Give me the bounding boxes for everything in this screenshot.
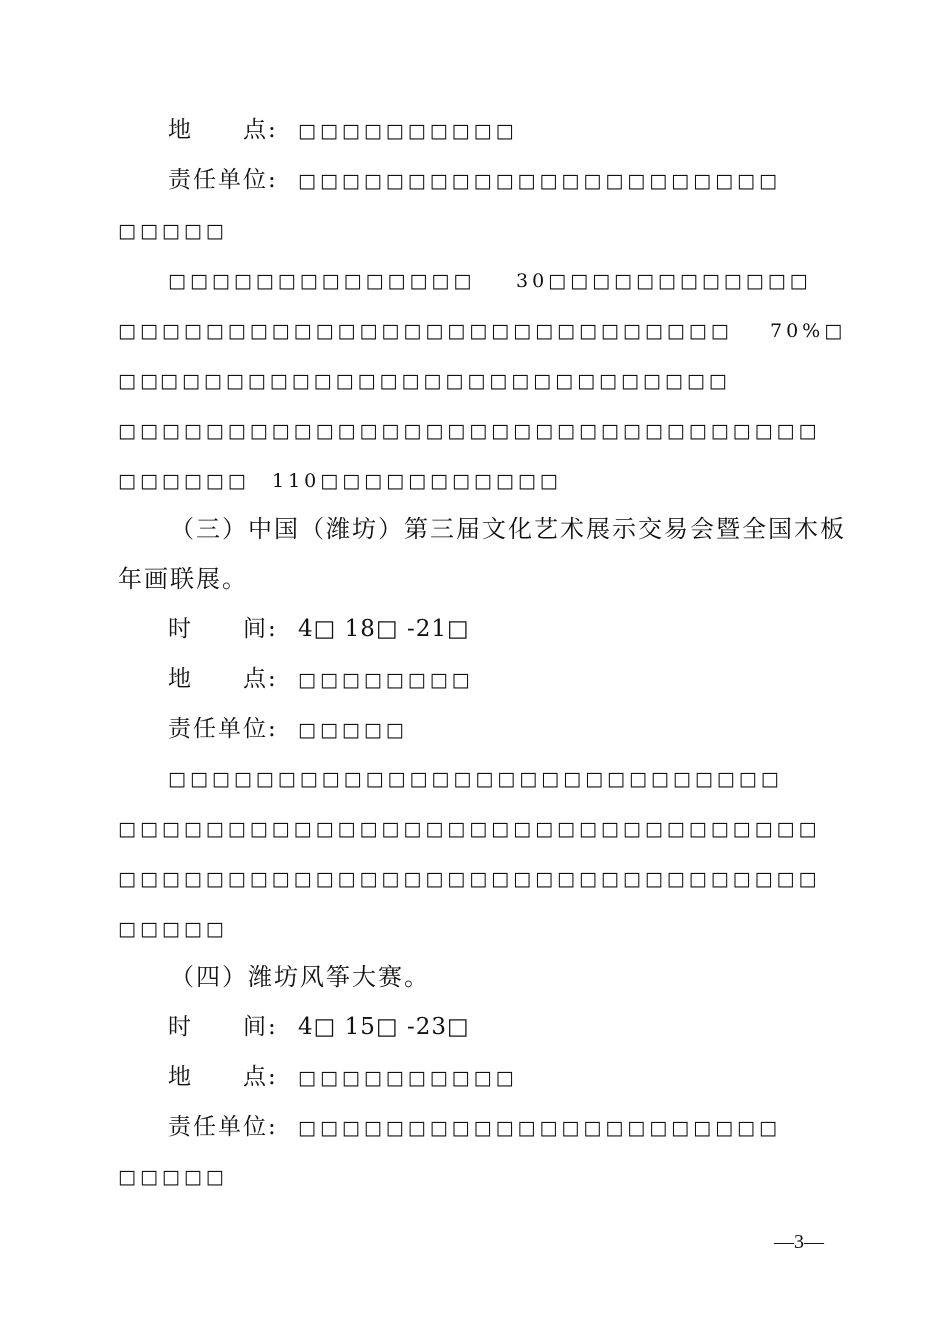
location-label: 地 点:	[168, 666, 278, 692]
time-label: 时 间:	[168, 1014, 278, 1040]
time-value: 4□ 15□ -23□	[298, 1014, 470, 1040]
body-text-line: □□□□□□□□□□□□□□□□□□□□□□□□□□□□□□□□	[118, 420, 821, 442]
location-value: □□□□□□□□	[298, 669, 474, 691]
body-text-line: 70%□	[770, 320, 847, 342]
body-text-line: 110□□□□□□□□□□□	[272, 470, 562, 492]
location-value: □□□□□□□□□□	[298, 120, 518, 142]
body-text-line: □□□□□□□□□□□□□□□□□□□□□□□□□□	[160, 370, 731, 392]
responsible-unit-value: □□□□□	[298, 719, 408, 741]
body-text-line: □□□□□□	[118, 470, 250, 492]
body-text-line: □□□□□	[118, 918, 228, 940]
responsible-unit-value: □□□□□□□□□□□□□□□□□□□□□□	[298, 170, 781, 192]
section-heading-continued: 年画联展。	[118, 565, 248, 593]
section-heading: （四）潍坊风筝大赛。	[170, 963, 430, 991]
responsible-unit-label: 责任单位:	[168, 716, 278, 742]
body-text-line: □□□□□□□□□□□□□□□□□□□□□□□□□□□□	[168, 768, 783, 790]
body-text-line: □□□□□□□□□□□□□□□□□□□□□□□□□□□□	[118, 320, 733, 342]
responsible-unit-value: □□□□□□□□□□□□□□□□□□□□□□	[298, 1117, 781, 1139]
body-text-line: □□□□□□□□□□□□□□□□□□□□□□□□□□□□□□□□	[118, 818, 821, 840]
responsible-unit-label: 责任单位:	[168, 167, 278, 193]
body-text-line: □□□□□□□□□□□□□□□□□□□□□□□□□□□□□□□□	[118, 868, 821, 890]
body-text-line: □□	[118, 370, 162, 392]
body-text-line: □□□□□	[118, 220, 228, 242]
location-label: 地 点:	[168, 117, 278, 143]
time-value: 4□ 18□ -21□	[298, 616, 470, 642]
section-heading: （三）中国（潍坊）第三届文化艺术展示交易会暨全国木板	[170, 515, 846, 543]
location-label: 地 点:	[168, 1064, 278, 1090]
responsible-unit-label: 责任单位:	[168, 1114, 278, 1140]
page-number: —3—	[774, 1231, 824, 1253]
body-text-line: □□□□□□□□□□□□□□	[168, 270, 476, 292]
body-text-line: □□□□□	[118, 1166, 228, 1188]
time-label: 时 间:	[168, 616, 278, 642]
body-text-line: 30□□□□□□□□□□□□	[516, 270, 812, 292]
location-value: □□□□□□□□□□	[298, 1067, 518, 1089]
